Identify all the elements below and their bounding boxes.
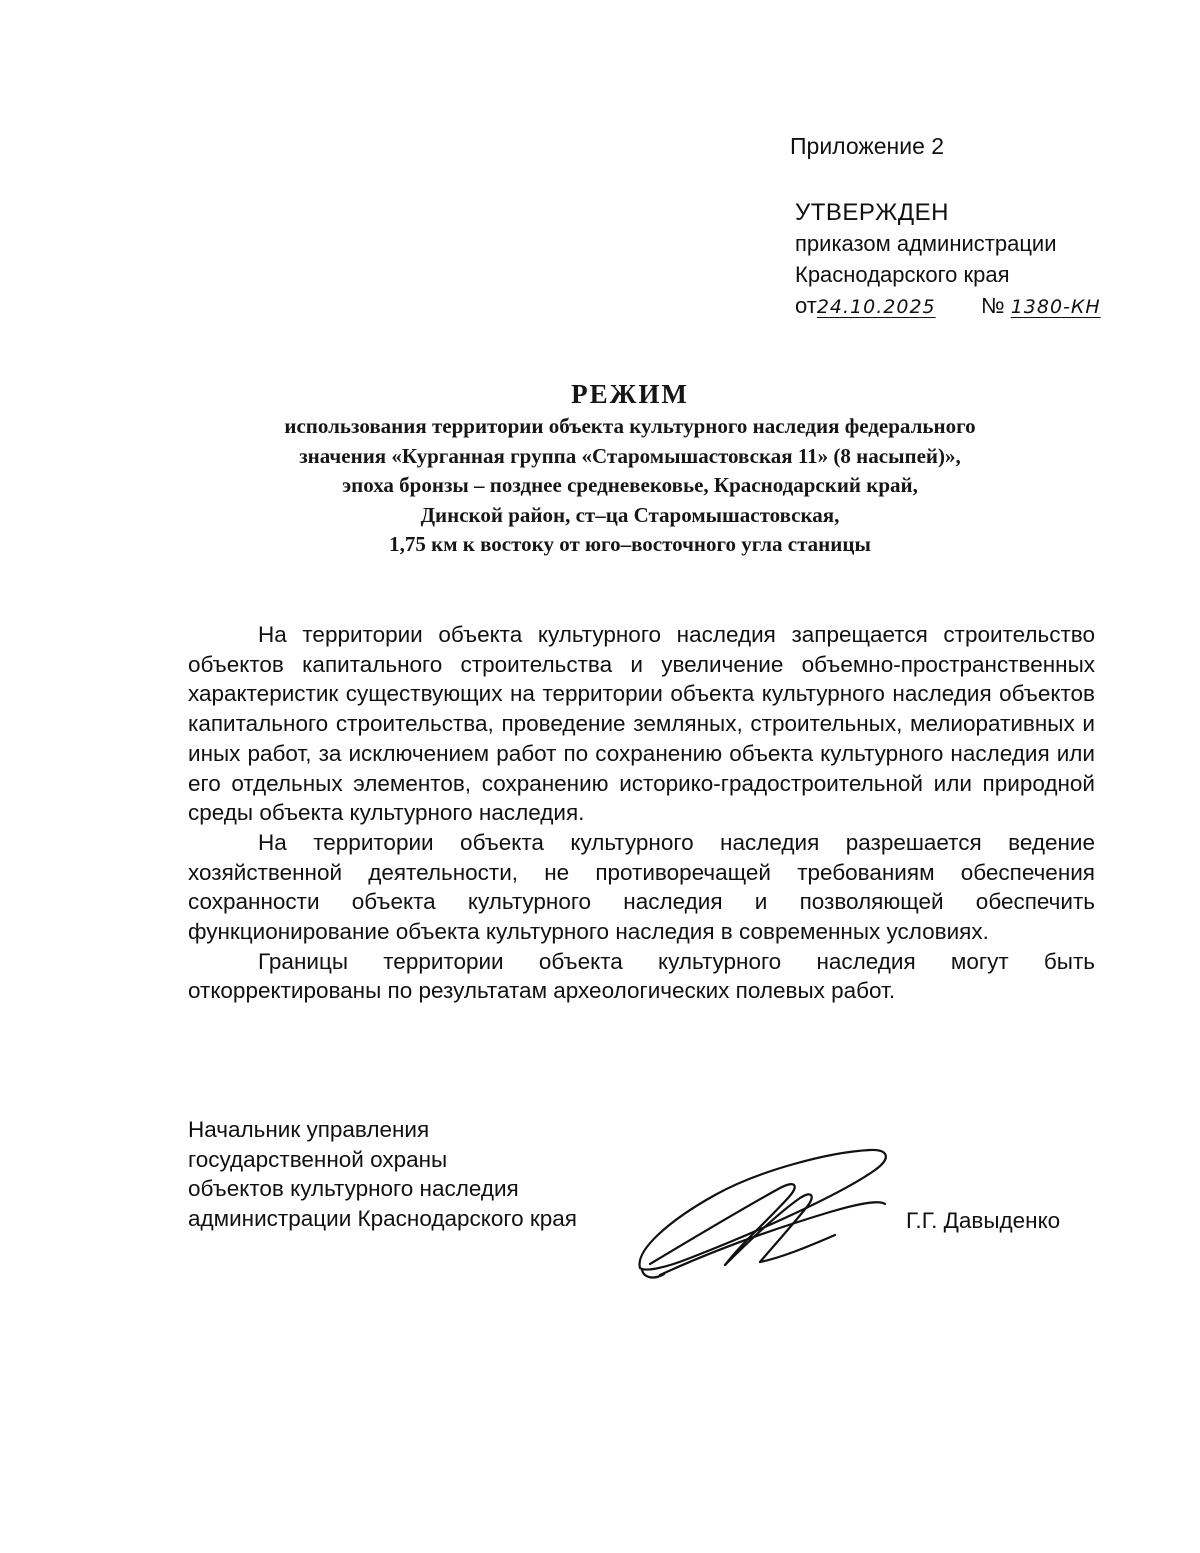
annex-label: Приложение 2 bbox=[790, 133, 945, 159]
document-subtitle-line: использования территории объекта культурного наследия федерального bbox=[284, 414, 976, 438]
signer-position-line: государственной охраны bbox=[188, 1146, 448, 1172]
approval-block bbox=[795, 197, 1190, 323]
order-number: 1380-КН bbox=[1010, 296, 1101, 318]
order-reference bbox=[795, 290, 1190, 323]
document-subtitle-line: Динской район, ст–ца Старомышастовская, bbox=[420, 502, 840, 527]
body-paragraph-prohibitions: На территории объекта культурного наследия запрещается строительство объектов капитального строительства и увеличение объемно-пространственных характеристик существующих на территории объекта культурного наследия объектов капитального строительства, проведение земляных, строительных, мелиоративных и иных работ, за исключением работ по сохранению объекта культурного наследия или его отдельных элементов, сохранению историко-градостроительной или природной среды объекта культурного наследия. bbox=[188, 622, 1095, 826]
document-body bbox=[188, 620, 1095, 1006]
document-subtitle-line: 1,75 км к востоку от юго–восточного угла станицы bbox=[389, 532, 871, 557]
document-title: РЕЖИМ bbox=[571, 379, 689, 409]
signer-position-line: администрации Краснодарского края bbox=[188, 1205, 577, 1231]
signer-position bbox=[188, 1115, 577, 1233]
body-paragraph-permissions: На территории объекта культурного наследия разрешается ведение хозяйственной деятельности, не противоречащей требованиям обеспечения сохранности объекта культурного наследия и позволяющей обеспечить функционирование объекта культурного наследия в современных условиях. bbox=[188, 829, 1095, 945]
order-date: 24.10.2025 bbox=[816, 296, 936, 318]
approved-by-line-1: приказом администрации bbox=[795, 231, 1057, 256]
approved-stamp-label: УТВЕРЖДЕН bbox=[795, 199, 949, 226]
document-heading bbox=[150, 376, 1110, 560]
signer-name: Г.Г. Давыденко bbox=[906, 1208, 1061, 1233]
signer-position-line: Начальник управления bbox=[188, 1117, 430, 1142]
number-sign: № bbox=[980, 293, 1005, 318]
document-subtitle-line: эпоха бронзы – позднее средневековье, Краснодарский край, bbox=[342, 473, 918, 498]
handwritten-signature bbox=[630, 1140, 900, 1290]
date-prefix: от bbox=[795, 293, 817, 318]
approved-by-line-2: Краснодарского края bbox=[795, 262, 1010, 287]
signer-position-line: объектов культурного наследия bbox=[188, 1176, 519, 1201]
body-paragraph-boundaries: Границы территории объекта культурного наследия могут быть откорректированы по результатам археологических полевых работ. bbox=[188, 948, 1095, 1004]
document-subtitle-line: значения «Курганная группа «Старомышастовская 11» (8 насыпей)», bbox=[299, 443, 961, 468]
